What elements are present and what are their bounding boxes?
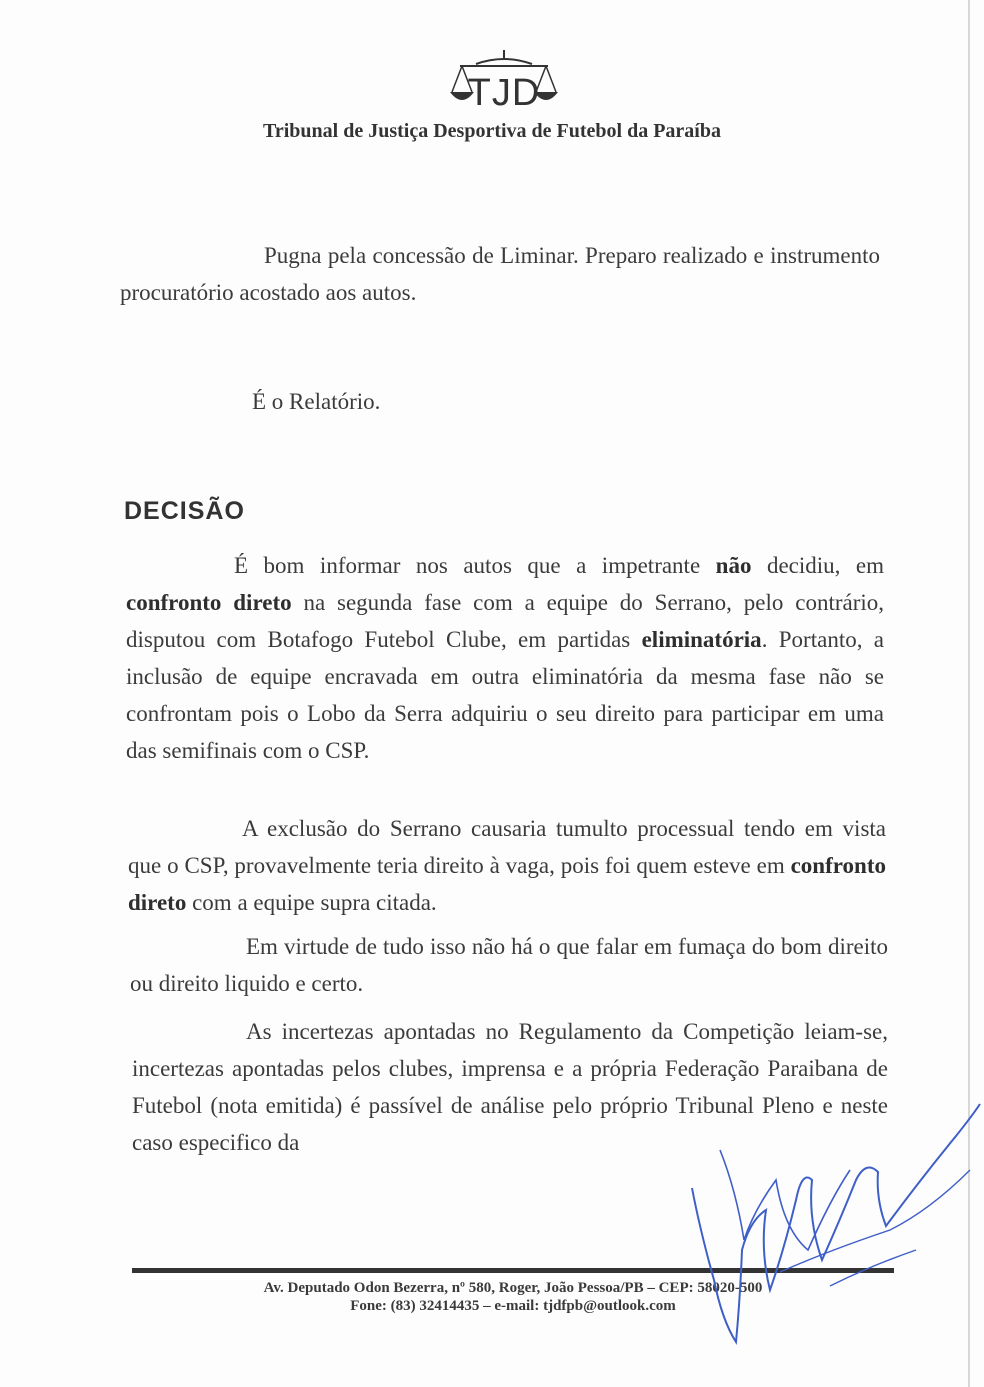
paragraph-decision-3: Em virtude de tudo isso não há o que falar em fumaça do bom direito ou direito liquido e certo. [130,934,888,996]
paragraph-decision-4: As incertezas apontadas no Regulamento da Competição leiam-se, incertezas apontadas pelos clubes, imprensa e a própria Federação Paraibana de Futebol (nota emitida) é passível de análise pelo próprio Tribunal Pleno e neste caso especifico da [132,1019,888,1155]
court-name: Tribunal de Justiça Desportiva de Futebol da Paraíba [263,120,721,142]
paragraph-decision-2 [128,810,886,921]
footer-address: Av. Deputado Odon Bezerra, nº 580, Roger, João Pessoa/PB – CEP: 58020-500 [263,1280,763,1296]
text-segment: . Portanto, a inclusão de equipe encravada em outra eliminatória da mesma fase não se confrontam pois o Lobo da Serra adquiriu o seu direito para participar em uma das semifinais com o CSP. [126,627,884,763]
bold-segment: confronto direto [128,853,886,915]
logo-text: TJD [467,72,541,114]
paragraph-liminar: Pugna pela concessão de Liminar. Preparo realizado e instrumento procuratório acostado aos autos. [120,243,880,305]
paragraph-relatorio: É o Relatório. [252,389,381,414]
bold-segment: confronto direto [126,590,292,615]
text-segment: na segunda fase com a equipe do Serrano, pelo contrário, disputou com Botafogo Futebol Clube, em partidas [126,590,885,652]
text-segment: decidiu, em [751,553,884,578]
bold-segment: eliminatória [641,627,762,652]
section-heading-decisao: DECISÃO [124,497,245,525]
text-segment: A exclusão do Serrano causaria tumulto processual tendo em vista que o CSP, provavelmente teria direito à vaga, pois foi quem esteve em [128,816,886,878]
tjd-logo [446,48,562,112]
paragraph-decision-1 [126,547,884,769]
text-segment: É bom informar nos autos que a impetrante [234,553,716,578]
handwritten-signature [680,1050,984,1350]
text-segment: com a equipe supra citada. [186,890,437,915]
bold-segment: não [715,553,752,578]
footer-contact: Fone: (83) 32414435 – e-mail: tjdfpb@outlook.com [350,1298,676,1314]
